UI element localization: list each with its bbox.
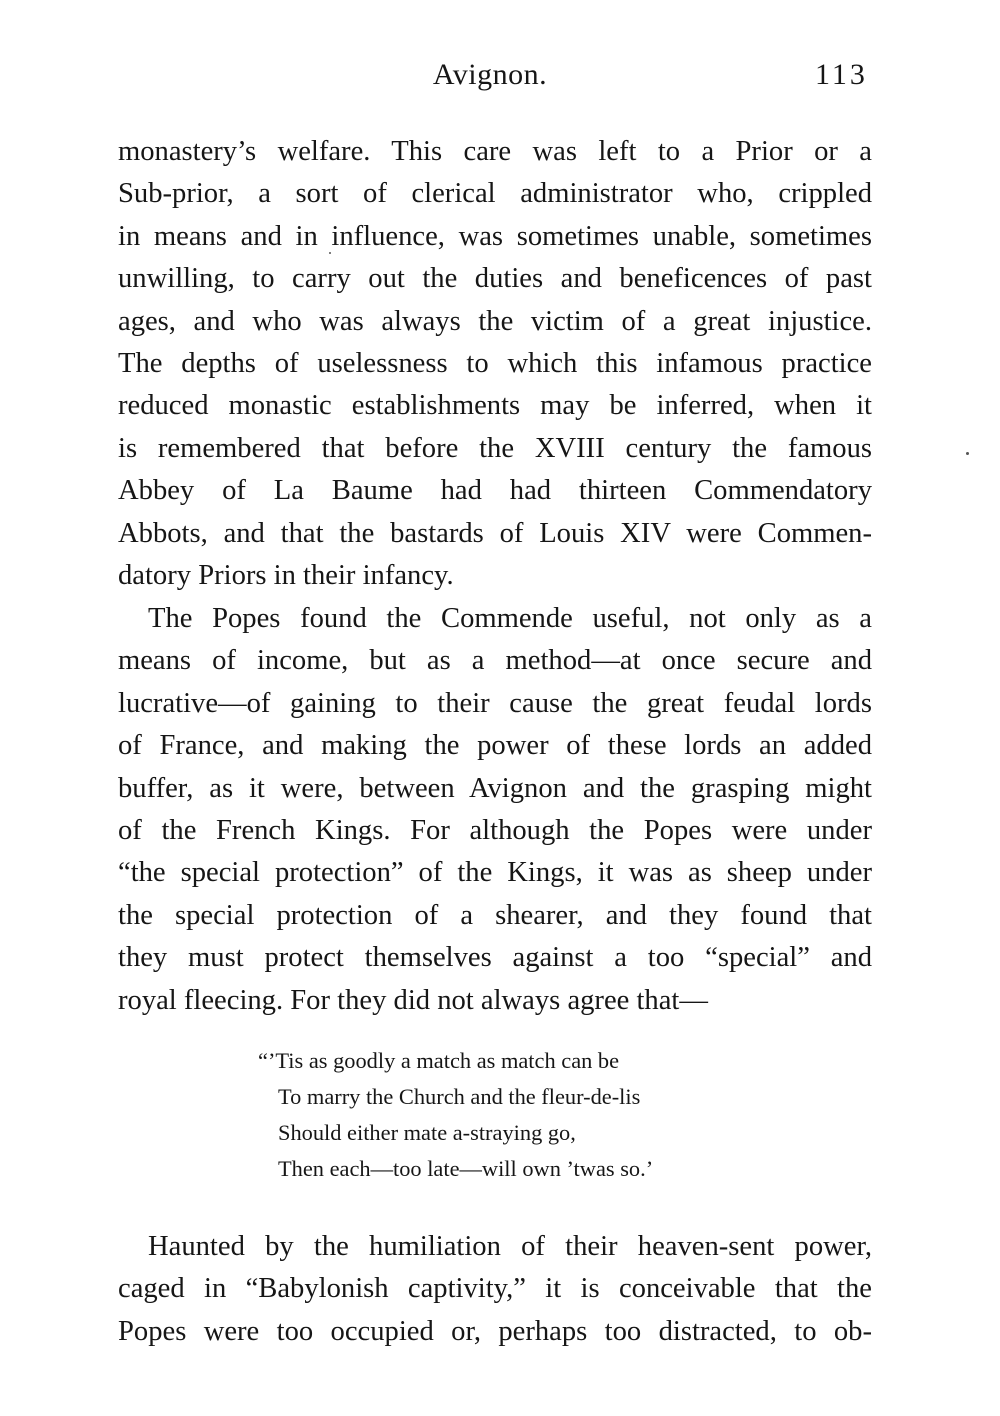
text-line: in means and in influence, was sometimes unable, sometimes bbox=[118, 220, 872, 252]
text-line: they must protect themselves against a too “special” and bbox=[118, 942, 872, 974]
text-line: the special protection of a shearer, and they found that bbox=[118, 899, 872, 931]
text-line: buffer, as it were, between Avignon and the grasping might bbox=[118, 772, 872, 804]
verse-line: “’Tis as goodly a match as match can be bbox=[258, 1048, 620, 1073]
text-line: is remembered that before the XVIII century the famous bbox=[118, 432, 872, 464]
scan-speck bbox=[966, 452, 969, 455]
text-line: Abbey of La Baume had had thirteen Commendatory bbox=[118, 475, 872, 507]
verse-line: To marry the Church and the fleur-de-lis bbox=[278, 1084, 641, 1109]
scan-speck bbox=[329, 252, 331, 254]
text-line: caged in “Babylonish captivity,” it is conceivable that the bbox=[118, 1273, 872, 1305]
text-line: of the French Kings. For although the Popes were under bbox=[118, 814, 872, 846]
text-line: unwilling, to carry out the duties and beneficences of past bbox=[118, 263, 872, 295]
text-line: means of income, but as a method—at once secure and bbox=[118, 645, 872, 677]
text-line: datory Priors in their infancy. bbox=[118, 559, 454, 591]
text-line: royal fleecing. For they did not always agree that— bbox=[118, 984, 708, 1016]
text-line: of France, and making the power of these lords an added bbox=[118, 730, 872, 762]
text-line: Haunted by the humiliation of their heaven-sent power, bbox=[148, 1231, 872, 1262]
text-line: reduced monastic establishments may be inferred, when it bbox=[118, 390, 872, 422]
text-line: Abbots, and that the bastards of Louis XIV were Commen- bbox=[118, 517, 872, 549]
page-number: 113 bbox=[815, 58, 868, 91]
text-line: Sub-prior, a sort of clerical administrator who, crippled bbox=[118, 178, 872, 210]
text-line: lucrative—of gaining to their cause the great feudal lords bbox=[118, 687, 872, 719]
text-line: ages, and who was always the victim of a great injustice. bbox=[118, 305, 872, 337]
verse-line: Should either mate a-straying go, bbox=[278, 1120, 576, 1145]
text-line: “the special protection” of the Kings, it was as sheep under bbox=[118, 857, 872, 889]
paragraph-3 bbox=[118, 1226, 872, 1353]
text-line: The depths of uselessness to which this infamous practice bbox=[118, 347, 872, 379]
text-line: Popes were too occupied or, perhaps too distracted, to ob- bbox=[118, 1315, 872, 1347]
verse-quotation bbox=[258, 1043, 653, 1187]
paragraph-2 bbox=[118, 598, 872, 1022]
text-line: The Popes found the Commende useful, not only as a bbox=[148, 603, 872, 634]
text-line: monastery’s welfare. This care was left to a Prior or a bbox=[118, 136, 872, 167]
verse-line: Then each—too late—will own ’twas so.’ bbox=[278, 1156, 654, 1181]
running-header bbox=[0, 58, 1000, 98]
paragraph-1 bbox=[118, 131, 872, 597]
running-title: Avignon. bbox=[432, 58, 548, 91]
